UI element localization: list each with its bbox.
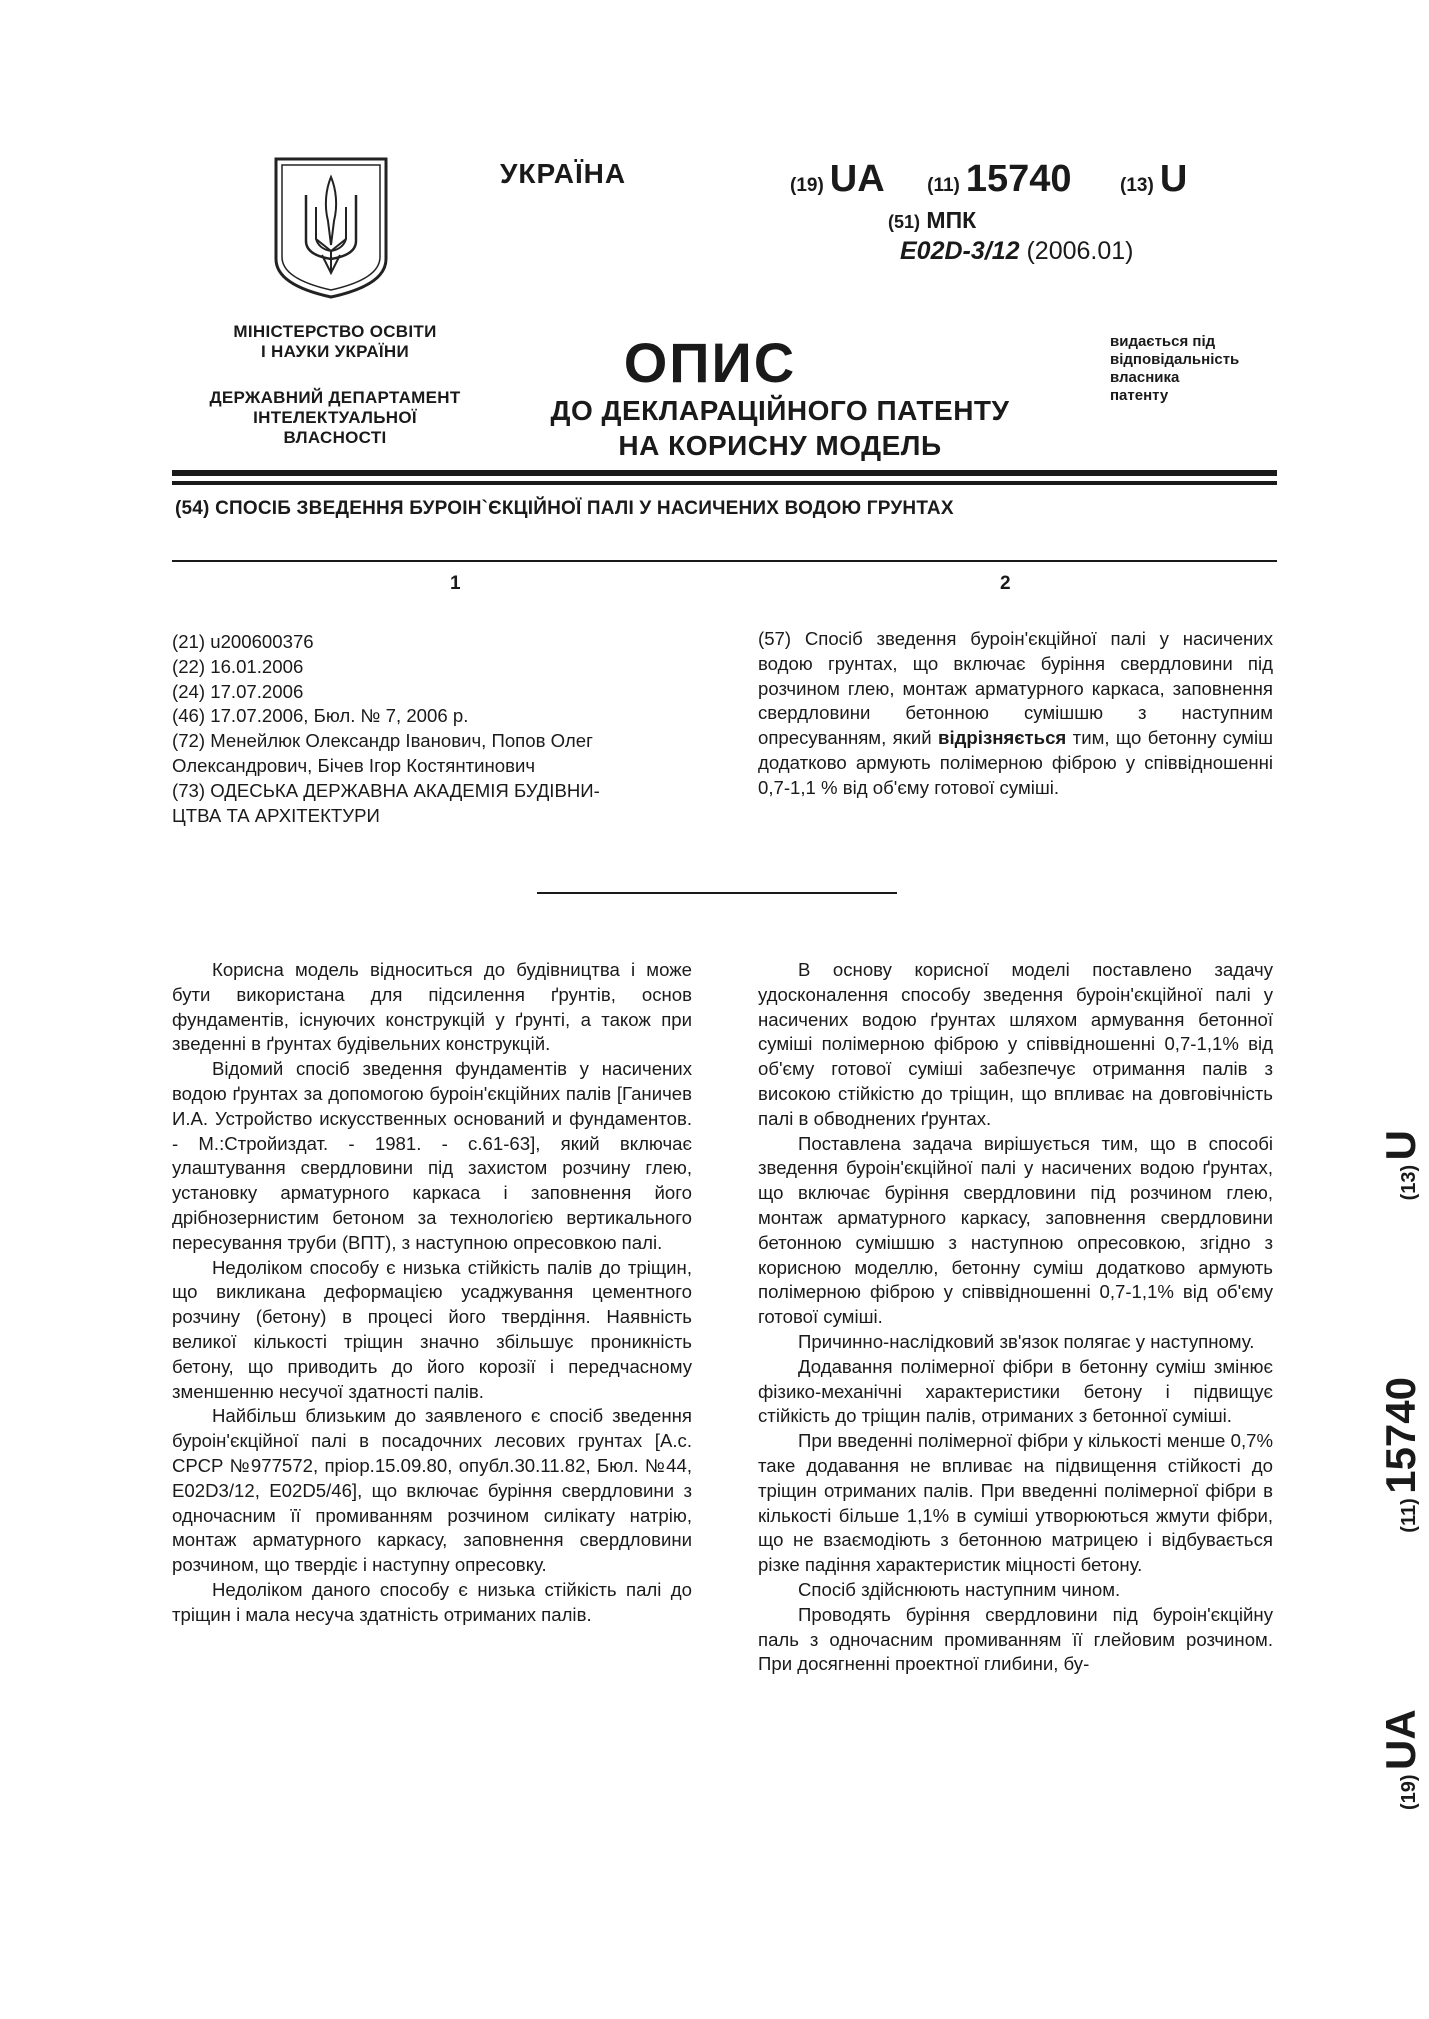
document-subtitle-1: ДО ДЕКЛАРАЦІЙНОГО ПАТЕНТУ	[550, 395, 1010, 426]
ministry-name	[210, 322, 460, 362]
paragraph: Поставлена задача вирішується тим, що в способі зведення буроін'єкційної палі у насичених водою ґрунтах, що включає буріння свердловини під розчином глею, монтаж арматурного каркасу, заповнення свердловини бетонною сумішшю з наступною опресовкою, згідно з корисною моделлю, бетонну суміш додатково армують полімерною фіброю у співвідношенні 0,7-1,1% від об'єму готової суміші.	[758, 1132, 1273, 1328]
biblio-line: (24) 17.07.2006	[172, 680, 304, 702]
biblio-line: Олександрович, Бічев Ігор Костянтинович	[172, 754, 536, 776]
biblio-line: (46) 17.07.2006, Бюл. № 7, 2006 р.	[172, 705, 469, 727]
paragraph: Недоліком даного способу є низька стійкість палі до тріщин і мала несуча здатність отриманих палів.	[172, 1578, 692, 1625]
side-code11-label: (11)	[1398, 1498, 1420, 1533]
side-publication-code	[1332, 1130, 1424, 1810]
claim-text-prefix: (57) Спосіб зведення буроін'єкційної палі у насичених водою грунтах, що включає буріння свердловини під розчином глею, монтаж арматурного каркаса, заповнення свердловини бетонною сумішшю з наступним опресуванням, який	[758, 628, 1273, 749]
paragraph: Корисна модель відноситься до будівництва і може бути використана для підсилення ґрунтів, основ фундаментів, існуючих конструкцій у ґрунті, а також при зведенні в ґрунтах будівельних конструкцій.	[172, 959, 692, 1055]
paragraph: Недоліком способу є низька стійкість палів до тріщин, що викликана деформацією усаджування цементного розчину (бетону) в процесі його твердіння. Наявність великої кількості тріщин значно збільшує проникність бетону, що приводить до його корозії і передчасному зменшенню несучої здатності палів.	[172, 1256, 692, 1402]
description-right-column	[758, 958, 1273, 1677]
side-code19-value: UA	[1377, 1709, 1424, 1770]
title-divider	[172, 560, 1277, 562]
department-line-3: ВЛАСНОСТІ	[283, 428, 387, 447]
code11-label: (11)	[927, 175, 960, 196]
issued-note-line-4: патенту	[1110, 387, 1169, 404]
column-number-left: 1	[450, 573, 461, 594]
patent-title: (54) СПОСІБ ЗВЕДЕННЯ БУРОІН`ЄКЦІЙНОЇ ПАЛІ У НАСИЧЕНИХ ВОДОЮ ГРУНТАХ	[175, 498, 954, 519]
ministry-line-2: І НАУКИ УКРАЇНИ	[260, 342, 409, 361]
side-code13-label: (13)	[1398, 1164, 1420, 1201]
ipc-year: (2006.01)	[1026, 237, 1134, 265]
biblio-line: (22) 16.01.2006	[172, 655, 304, 677]
code51-value: МПК	[926, 207, 977, 233]
ipc-classification	[900, 237, 1134, 266]
issued-note	[1110, 333, 1270, 405]
side-code19-label: (19)	[1398, 1774, 1420, 1810]
department-line-1: ДЕРЖАВНИЙ ДЕПАРТАМЕНТ	[209, 388, 461, 407]
paragraph: В основу корисної моделі поставлено задачу удосконалення способу зведення буроін'єкційної палі у насичених водою ґрунтах шляхом армування бетонної суміші полімерною фіброю у співвідношенні 0,7-1,1% від об'єму готової суміші забезпечує отримання палів з високою стійкістю до тріщин, що впливає на довговічність палі в обводнених ґрунтах.	[758, 959, 1273, 1129]
biblio-line: (73) ОДЕСЬКА ДЕРЖАВНА АКАДЕМІЯ БУДІВНИ-	[172, 779, 600, 801]
code13-value: U	[1159, 158, 1188, 200]
code51-label: (51)	[888, 212, 921, 232]
ipc-header	[888, 207, 976, 234]
document-title: ОПИС	[623, 331, 797, 394]
code19-value: UA	[829, 158, 885, 200]
biblio-line: ЦТВА ТА АРХІТЕКТУРИ	[172, 804, 380, 826]
paragraph: Проводять буріння свердловини під буроін'єкційну паль з одночасним промиванням її глейовим розчином. При досягненні проектної глибини, бу-	[758, 1603, 1273, 1675]
bibliographic-data	[172, 630, 692, 828]
issued-note-line-1: видається під	[1110, 333, 1216, 350]
department-name	[185, 388, 485, 448]
claim-57	[758, 627, 1273, 801]
paragraph: Причинно-наслідковий зв'язок полягає у наступному.	[798, 1330, 1255, 1352]
document-subtitle-2: НА КОРИСНУ МОДЕЛЬ	[618, 430, 942, 461]
description-left-column	[172, 958, 692, 1628]
column-number-right: 2	[1000, 573, 1011, 594]
code11-value: 15740	[965, 158, 1072, 200]
side-code13-value: U	[1377, 1130, 1424, 1161]
paragraph: При введенні полімерної фібри у кількості менше 0,7% таке додавання не впливає на підвищення стійкості до тріщин отриманих палів. При введенні полімерної фібри в кількості більше 1,1% в суміші утворюються жмути фібри, що не взаємодіють з бетонною матрицею і відбувається різке падіння характеристик міцності бетону.	[758, 1430, 1273, 1576]
side-code11-value: 15740	[1377, 1376, 1424, 1494]
biblio-line: (21) u200600376	[172, 631, 314, 652]
section-divider	[537, 892, 897, 894]
code19-label: (19)	[790, 175, 824, 196]
country-name: УКРАЇНА	[500, 158, 627, 189]
biblio-line: (72) Менейлюк Олександр Іванович, Попов Олег	[172, 730, 593, 752]
code13-label: (13)	[1120, 175, 1154, 196]
paragraph: Відомий спосіб зведення фундаментів у насичених водою ґрунтах за допомогою буроін'єкційних палів [Ганичев И.А. Устройство искусственных оснований и фундаментов. - М.:Стройиздат. - 1981. - с.61-63], який включає улаштування свердловини під захистом розчину глею, установку арматурного каркаса і заповнення його дрібнозернистим бетоном за технологією вертикального пересування труби (ВПТ), з наступною опресовкою палі.	[172, 1058, 692, 1253]
ipc-class: E02D-3/12	[900, 237, 1020, 265]
claim-emphasis: відрізняється	[938, 727, 1067, 749]
issued-note-line-3: власника	[1110, 369, 1180, 386]
header-divider-thin	[172, 481, 1277, 485]
paragraph: Спосіб здійснюють наступним чином.	[798, 1578, 1121, 1600]
department-line-2: ІНТЕЛЕКТУАЛЬНОЇ	[253, 408, 417, 427]
claim-text-suffix: тим, що бетонну суміш додатково армують полімерною фіброю у співвідношенні 0,7-1,1 % від об'єму готової суміші.	[758, 727, 1274, 798]
ministry-line-1: МІНІСТЕРСТВО ОСВІТИ	[233, 322, 437, 341]
publication-code	[790, 158, 1193, 201]
header-divider-thick	[172, 470, 1277, 476]
paragraph: Найбільш близьким до заявленого є спосіб зведення буроін'єкційної палі в посадочних лесових грунтах [А.с. СРСР №977572, пріор.15.09.80, опубл.30.11.82, Бюл. №44, E02D3/12, E02D5/46], що включає буріння свердловини з одночасним її промиванням розчином силікату натрію, монтаж арматурного каркасу, заповнення свердловини розчином, що твердіє і наступну опресовку.	[172, 1405, 692, 1576]
coat-of-arms-icon	[272, 155, 390, 301]
issued-note-line-2: відповідальність	[1110, 351, 1240, 368]
paragraph: Додавання полімерної фібри в бетонну суміш змінює фізико-механічні характеристики бетону і підвищує стійкість до тріщин палів, отриманих з бетонної суміші.	[758, 1355, 1273, 1427]
